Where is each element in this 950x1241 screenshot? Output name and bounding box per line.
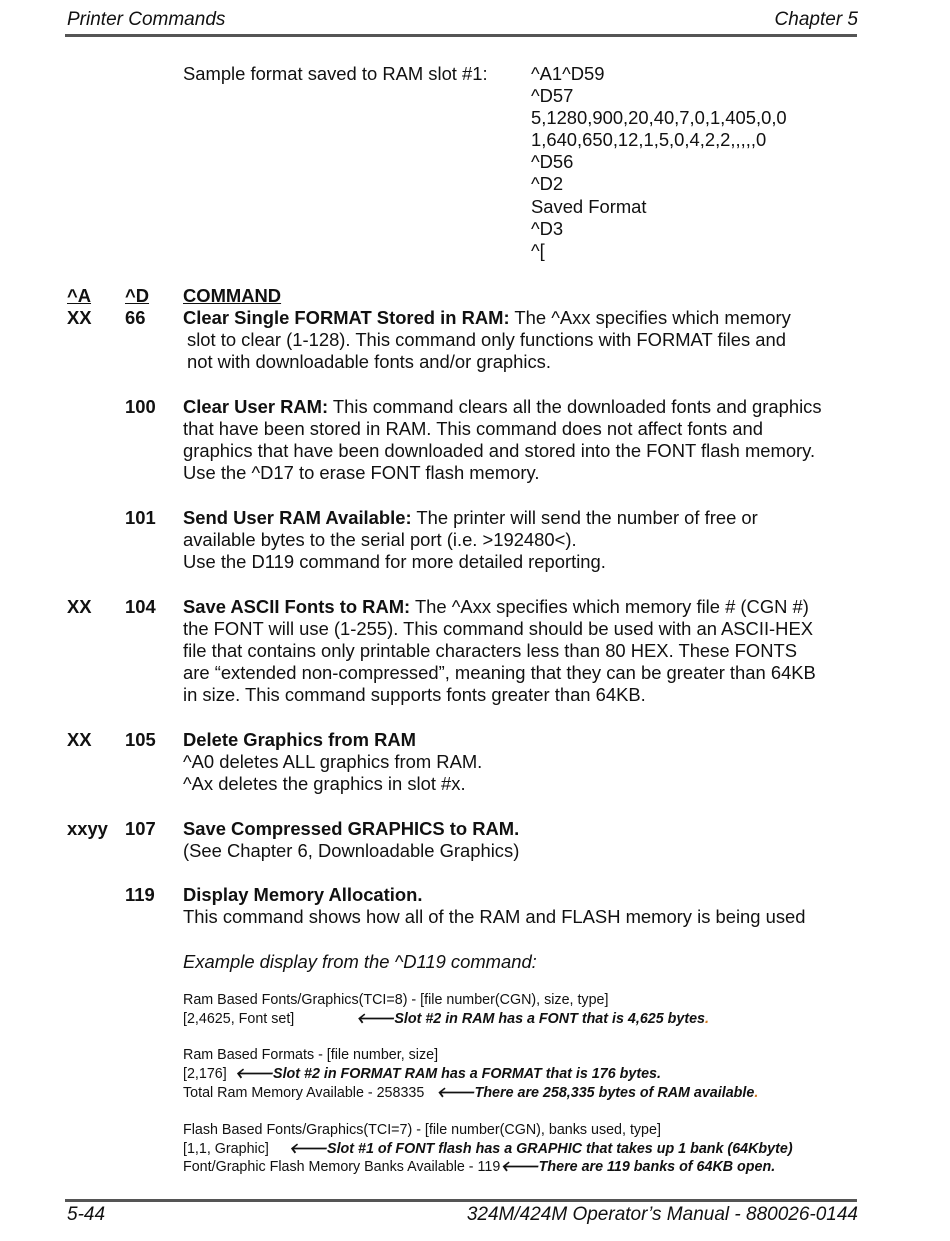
sample-line: ^[: [531, 240, 545, 261]
example-line: Flash Based Fonts/Graphics(TCI=7) - [file number(CGN), banks used, type]: [183, 1122, 661, 1138]
example-line: Ram Based Formats - [file number, size]: [183, 1047, 439, 1063]
command-text: the FONT will use (1-255). This command should be used with an ASCII-HEX: [183, 618, 813, 639]
page-footer: [67, 1204, 858, 1228]
command-text: are “extended non-compressed”, meaning that they can be greater than 64KB: [183, 662, 816, 683]
command-a-param: XX: [67, 596, 92, 617]
command-text: not with downloadable fonts and/or graphics.: [187, 351, 551, 372]
command-text: This command shows how all of the RAM and FLASH memory is being used: [183, 906, 806, 927]
left-arrow-icon: 🡐: [288, 1141, 328, 1157]
command-text: in size. This command supports fonts greater than 64KB.: [183, 684, 646, 705]
command-first-line: [183, 396, 822, 418]
command-title: Send User RAM Available:: [183, 507, 412, 528]
command-text: The ^Axx specifies which memory file # (CGN #): [410, 596, 809, 617]
sample-line: ^D56: [531, 151, 574, 172]
command-d-number: 105: [125, 729, 156, 750]
sample-line: ^D57: [531, 85, 574, 106]
command-text: available bytes to the serial port (i.e. >192480<).: [183, 529, 577, 550]
example-annotation: 🡐Slot #2 in FORMAT RAM has a FORMAT that is 176 bytes.: [234, 1066, 661, 1082]
column-header-command: COMMAND: [183, 285, 282, 306]
command-text: slot to clear (1-128). This command only functions with FORMAT files and: [187, 329, 786, 350]
header-section-title: Printer Commands: [67, 9, 226, 30]
command-text: This command clears all the downloaded fonts and graphics: [328, 396, 822, 417]
left-arrow-icon: 🡐: [436, 1085, 475, 1101]
example-line: [2,4625, Font set]: [183, 1011, 295, 1027]
command-text: ^Ax deletes the graphics in slot #x.: [183, 773, 466, 794]
sample-line: Saved Format: [531, 196, 647, 217]
command-title: Delete Graphics from RAM: [183, 729, 416, 750]
command-first-line: [183, 507, 758, 529]
command-text: graphics that have been downloaded and stored into the FONT flash memory.: [183, 440, 816, 461]
page-header: [67, 9, 858, 33]
command-a-param: xxyy: [67, 818, 108, 839]
command-text: ^A0 deletes ALL graphics from RAM.: [183, 751, 483, 772]
command-text: Use the ^D17 to erase FONT flash memory.: [183, 462, 540, 483]
sample-line: ^D2: [531, 173, 564, 194]
command-title: Display Memory Allocation.: [183, 884, 423, 905]
command-d-number: 104: [125, 596, 156, 617]
example-line: Font/Graphic Flash Memory Banks Available - 119🡐There are 119 banks of 64KB open.: [183, 1159, 776, 1175]
example-heading: Example display from the ^D119 command:: [183, 951, 537, 972]
command-text: file that contains only printable characters less than 80 HEX. These FONTS: [183, 640, 798, 661]
example-line: Ram Based Fonts/Graphics(TCI=8) - [file number(CGN), size, type]: [183, 992, 609, 1008]
command-text: The ^Axx specifies which memory: [509, 307, 791, 328]
command-a-param: XX: [67, 729, 92, 750]
command-text: (See Chapter 6, Downloadable Graphics): [183, 840, 520, 861]
example-annotation: 🡐Slot #1 of FONT flash has a GRAPHIC that takes up 1 bank (64Kbyte): [288, 1141, 793, 1157]
column-header-a: ^A: [67, 285, 92, 306]
command-text: Use the D119 command for more detailed reporting.: [183, 551, 606, 572]
command-a-param: XX: [67, 307, 92, 328]
command-title: Save ASCII Fonts to RAM:: [183, 596, 411, 617]
command-d-number: 119: [125, 884, 155, 905]
sample-line: 1,640,650,12,1,5,0,4,2,2,,,,,0: [531, 129, 767, 150]
sample-line: ^D3: [531, 218, 564, 239]
column-header-d: ^D: [125, 285, 150, 306]
command-title: Clear User RAM:: [183, 396, 329, 417]
left-arrow-icon: 🡐: [500, 1159, 539, 1175]
page-number: 5-44: [67, 1204, 106, 1225]
example-annotation: 🡐There are 258,335 bytes of RAM available.: [436, 1085, 759, 1101]
sample-line: 5,1280,900,20,40,7,0,1,405,0,0: [531, 107, 787, 128]
command-d-number: 101: [125, 507, 156, 528]
left-arrow-icon: 🡐: [356, 1011, 395, 1027]
header-rule: [65, 34, 857, 37]
command-d-number: 100: [125, 396, 156, 417]
command-text: that have been stored in RAM. This command does not affect fonts and: [183, 418, 763, 439]
example-line: [1,1, Graphic] 🡐Slot #1 of FONT flash has a GRAPHIC that takes up 1 bank (64Kbyte): [183, 1141, 793, 1157]
example-annotation: 🡐There are 119 banks of 64KB open.: [500, 1159, 776, 1175]
sample-line: ^A1^D59: [531, 63, 605, 84]
command-text: The printer will send the number of free or: [411, 507, 758, 528]
left-arrow-icon: 🡐: [234, 1066, 274, 1082]
example-line: [2,176] 🡐Slot #2 in FORMAT RAM has a FORMAT that is 176 bytes.: [183, 1066, 661, 1082]
command-title: Save Compressed GRAPHICS to RAM.: [183, 818, 520, 839]
sample-label: Sample format saved to RAM slot #1:: [183, 63, 488, 84]
header-chapter: Chapter 5: [774, 9, 858, 30]
command-title: Clear Single FORMAT Stored in RAM:: [183, 307, 510, 328]
command-d-number: 107: [125, 818, 156, 839]
footer-rule: [65, 1199, 857, 1202]
command-first-line: [183, 596, 809, 618]
example-line: Total Ram Memory Available - 258335 🡐There are 258,335 bytes of RAM available.: [183, 1085, 759, 1101]
manual-title: 324M/424M Operator’s Manual - 880026-0144: [466, 1204, 858, 1225]
command-d-number: 66: [125, 307, 146, 328]
command-first-line: [183, 307, 791, 329]
example-annotation: 🡐Slot #2 in RAM has a FONT that is 4,625 bytes.: [356, 1011, 709, 1027]
